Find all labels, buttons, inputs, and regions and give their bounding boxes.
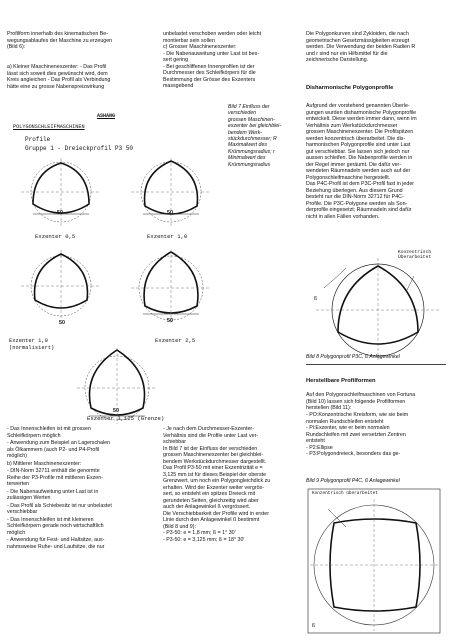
- bottom-mid-text: - Je nach dem Durchmesser-Exzenter- Verhältnis sind die Profile unter Last ver- schiebbar In Bild 7 ist der Einfluss der verschieden grossen Maschinenexzenter bei gleichblei- bendem Werkstückdurchmesser dargestellt. Das Profil P3-50 mit einer Exzentrizität e = 3,125 mm ist für dieses Beispiel der oberste Grenzwert, um noch ein Polygongleichdick zu erhalten. Wird der Exzenter weiter vergrös- sert, so entsteht ein spitzes Dreieck mit gerundeten Seiten, gleichzeitig wird aber auch der Anlagewinkel ß vergrössert. Die Verschiebbarkeit der Profile wird in erster Linie durch den Anlagewinkel ß bestimmt (Bild 8 und 9): - P3-50: e = 1,8 mm; ß = 1° 30' - P3-50: e = 3,125 mm; ß = 18° 30': [163, 426, 271, 543]
- figure-7: [7, 110, 225, 422]
- figure-9-label: Konzentrisch überarbeitet: [312, 491, 378, 496]
- figure-8-label: Konzentrisch Überarbeitet: [398, 250, 432, 261]
- col3-para2: Auf den Polygonschleifmaschinen von Fortuna (Bild 10) lassen sich folgende Profilformen herstellen (Bild 11):: [306, 392, 416, 411]
- list-item: - Das Innenschleifen ist mit kleineren Schleifkörpern gerade noch wirtschaftlich möglich: [7, 516, 104, 536]
- panel-4-label: Exzenter 2,5: [155, 337, 196, 344]
- list-item: - DIN-Norm 32711 enthält die genormte Reihe der P3-Profile mit mittleren Exzen- terwerten: [7, 468, 103, 487]
- figure-7-panel-3: [7, 248, 115, 328]
- figure-8-divider: [306, 364, 446, 365]
- list-item: - PO:Konzentrische Kreisform, wie sie beim normalen Rundschleifen entsteht: [306, 412, 409, 425]
- figure-7-header: ASHANG: [97, 113, 116, 119]
- col3-para1: Aufgrund der vorstehend genannten Überle- gungen wurden disharmonische Polygonprofile entwickelt. Diese werden immer dann, wenn im Verhältnis zum Werkstückdurchmesser grossen Maschinenexzenter. Die Profilspitzen werden konzentrisch überarbeitet. Die dis- harmonischen Polygonprofile sind unter Last gut verschiebbar. Sie lassen sich jedoch nur aussen schleifen. Die Nabenprofile werden in der Regel immer geräumt. Die dafür ver- wendeten Räumnadeln werden auch auf der Polygonschleifmaschine hergestellt. Das P4C-Profil ist dem P3C-Profil fast in jeder Beziehung überlegen. Aus diesem Grund besteht nur die DIN-Norm 32712 für P4C- Profile. Die P3C-Polygone werden als Son- derprofile eingesetzt; Räumnadeln sind dafür nicht in allen Fällen vorhanden.: [306, 103, 417, 220]
- svg-text:ß: ß: [312, 623, 316, 629]
- figure-7-line2: Profile: [25, 136, 51, 143]
- list-item: - Das Profil als Schiebesitz ist nur unbelastet verschiebbar: [7, 502, 112, 515]
- figure-7-title: POLYGONSCHLEIFMASCHINEN: [13, 124, 85, 130]
- list-item: - Pi:Exzenter, wie er beim normalen Rundschleifen mit zwei versetzten Zentren entsteht: [306, 425, 406, 444]
- panel-1-dim: 50: [57, 210, 63, 216]
- list-item: - P2:Ellipse: [306, 444, 333, 451]
- figure-7-line3: Gruppe 1 - Dreieckprofil P3 50: [25, 145, 134, 152]
- figure-8-p3c-profile: [306, 248, 446, 363]
- list-item: - P3:Polygondreieck, besonders das ge-: [306, 451, 401, 457]
- section-heading-disharmonic: Disharmonische Polygonprofile: [306, 85, 394, 91]
- figure-8-caption: Bild 8 Polygonprofil P3C, ß Anlagewinkel: [306, 354, 400, 360]
- figure-7-panel-1: [7, 156, 115, 236]
- section-heading-profile-forms: Herstellbare Profilformen: [306, 378, 376, 384]
- bottom-left-list: [7, 426, 155, 550]
- col1-item-a: a) Kleiner Maschinenexzenter: - Das Profil lässt sich soweit dies gewünscht wird, dem Kreis angleichen - Das Profil als Verbindung hätte eine zu grosse Nabenspreizwirkung: [7, 64, 111, 90]
- panel-4-dim: 50: [167, 318, 173, 324]
- list-item: - Die Nabenaufweitung unter Last ist in zulässigen Werten: [7, 488, 99, 501]
- list-item: - Das Innenschleifen ist mit grossen Schleifkörpern möglich: [7, 426, 91, 439]
- col2-text: unbelastet verschoben werden oder leicht montierbar sein sollen c) Grosser Maschinenexzenter: - Die Nabenauweitung unter Last ist bes- sert gering - Bei geschliffenen Innenprofilen ist der Durchmesser des Schleifkörpers für die Bestimmung der Grösse des Exzenters massgebend: [163, 31, 262, 89]
- col1-intro: Profilform innerhalb des kinematischen Be- wegungsablaufes der Maschine zu erzeugen (Bild 6):: [7, 31, 113, 50]
- figure-7-caption: Bild 7 Einfluss der verschieden grossen Maschinen- exzenter bei gleichblei- bendem Werk- stückdurchmesser; R Maximalwert des Krümmungsradius; r Minimalwert des Krümmungsradius: [228, 104, 282, 168]
- panel-5-dim: 50: [113, 408, 119, 414]
- list-item: b) Mittlerer Maschinenexzenter:: [7, 460, 82, 467]
- col3-list: [306, 412, 446, 458]
- panel-2-label: Exzenter 1,0: [147, 233, 188, 240]
- panel-1-label: Exzenter 0,5: [35, 233, 76, 240]
- col3-intro: Die Polygonkurven sind Zykloiden, die nach geometrischen Gesetzmässigkeiten erzeugt werden. Die Verwendung der beiden Radien R und r sind nur ein Hilfsmittel für die zeichnerische Darstellung.: [306, 31, 416, 63]
- panel-3-label: Exzenter 1,0 (normalisiert): [9, 338, 55, 351]
- panel-2-dim: 50: [167, 210, 173, 216]
- panel-3-dim: 50: [59, 320, 65, 326]
- list-item: - Anwendung für Fest- und Haltsitze, aus- nahmsweise Ruhe- und Laufsitze, die nur: [7, 537, 105, 550]
- figure-9-caption: Bild 9 Polygonprofil P4C, ß Anlagewinkel: [306, 478, 400, 484]
- figure-9-p4c-profile: [306, 487, 446, 637]
- panel-5-label: Exzenter 3,125 (Grenze): [87, 415, 165, 422]
- figure-7-panel-2: [117, 156, 225, 236]
- svg-text:ß: ß: [314, 296, 318, 302]
- list-item: - Anwendung zum Beispiel an Lagerschalen als Ölkammern (auch P2- und P4-Profil möglich): [7, 440, 111, 459]
